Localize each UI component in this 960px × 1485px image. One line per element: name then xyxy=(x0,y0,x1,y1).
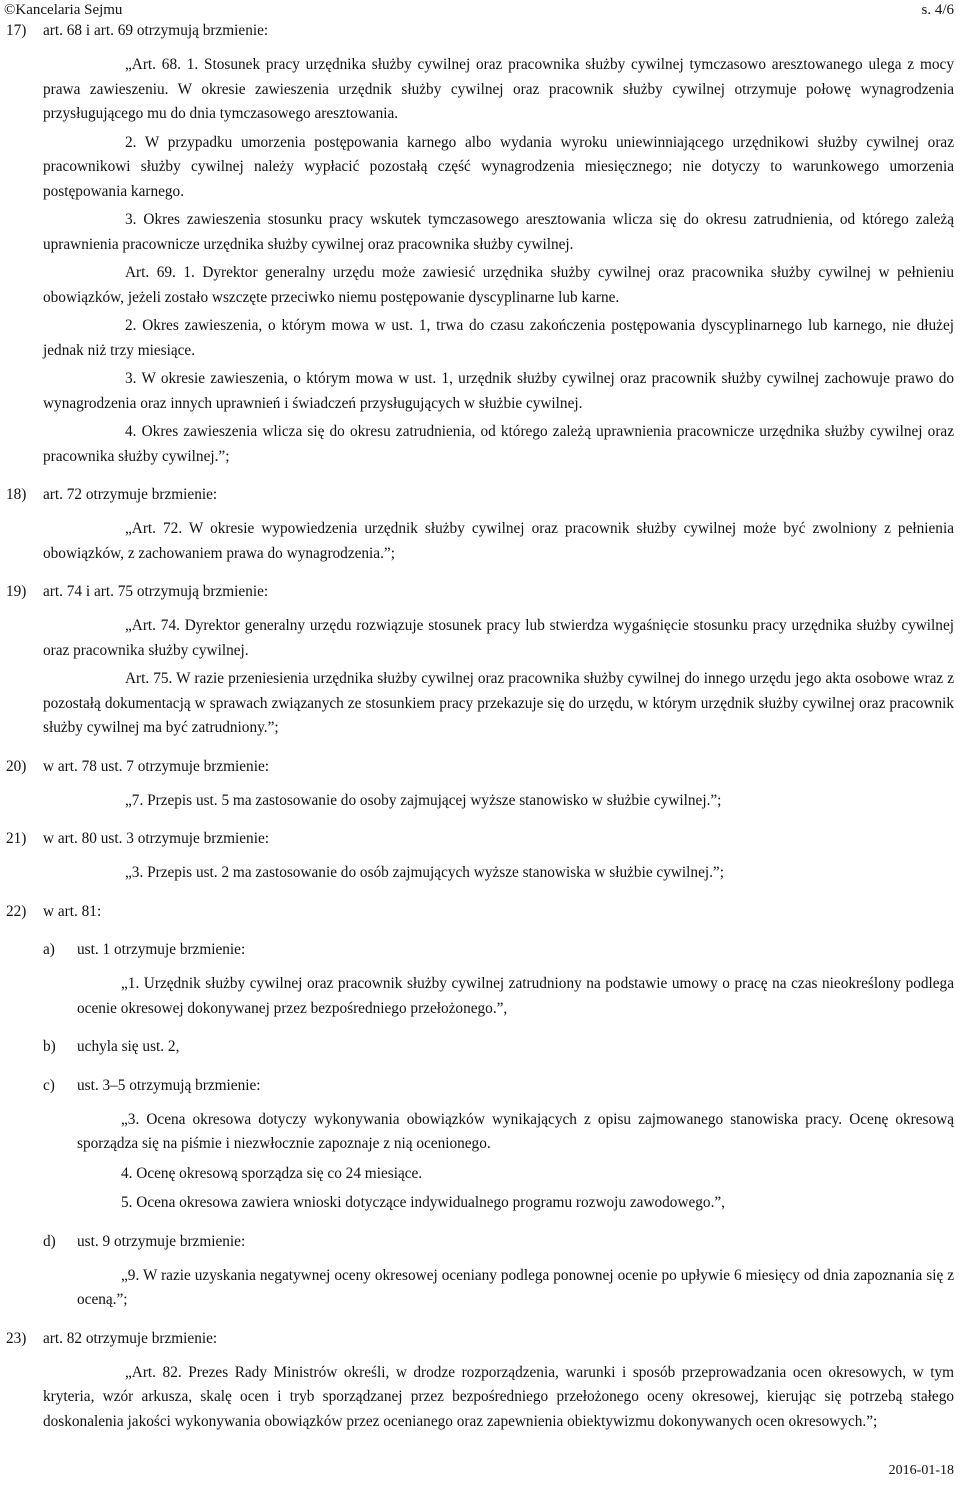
item-18-content xyxy=(43,517,954,566)
item-number: 22) xyxy=(6,902,27,920)
paragraph: „Art. 82. Prezes Rady Ministrów określi, w drodze rozporządzenia, warunki i sposób przeprowadzania ocen okresowych, w tym kryteria, wzór arkusza, skalę ocen i tryb sporządzanej przez bezpośredniego przełożonego oceny okresowej, kierując się potrzebą stałego doskonalenia jakości wykonywania obowiązków przez ocenianego oraz zapewnienia obiektywizmu dokonywanych ocen okresowych.”; xyxy=(43,1363,954,1430)
item-18 xyxy=(6,483,954,508)
footer-date: 2016-01-18 xyxy=(888,1463,954,1478)
item-intro: art. 68 i art. 69 otrzymują brzmienie: xyxy=(43,22,269,39)
paragraph: 5. Ocena okresowa zawiera wnioski dotyczące indywidualnego programu rozwoju zawodowego.”, xyxy=(121,1194,726,1211)
item-number: 20) xyxy=(6,757,27,775)
page-number: s. 4/6 xyxy=(921,2,954,18)
paragraph: „Art. 74. Dyrektor generalny urzędu rozwiązuje stosunek pracy lub stwierdza wygaśnięcie stosunku pracy urzędnika służby cywilnej oraz pracownika służby cywilnej. xyxy=(43,617,954,659)
paragraph: Art. 69. 1. Dyrektor generalny urzędu może zawiesić urzędnika służby cywilnej oraz pracownika służby cywilnej w pełnieniu obowiązków, jeżeli zostało wszczęte przeciwko niemu postępowanie dyscyplinarne lub karne. xyxy=(43,264,954,306)
subitem-a-content xyxy=(77,972,954,1021)
subitem-a xyxy=(43,938,954,963)
item-intro: art. 74 i art. 75 otrzymują brzmienie: xyxy=(43,583,269,600)
subitem-intro: ust. 3–5 otrzymują brzmienie: xyxy=(77,1076,261,1094)
paragraph: „9. W razie uzyskania negatywnej oceny okresowej oceniany podlega ponownej ocenie po upływie 6 miesięcy od dnia zapoznania się z oceną.”; xyxy=(77,1266,954,1308)
item-intro: art. 82 otrzymuje brzmienie: xyxy=(43,1329,218,1347)
subitem-label: a) xyxy=(43,941,55,958)
paragraph: „1. Urzędnik służby cywilnej oraz pracownik służby cywilnej zatrudniony na podstawie umowy o pracę na czas nieokreślony podlega ocenie okresowej dokonywanej przez bezpośredniego przełożonego.”, xyxy=(77,975,954,1017)
item-17 xyxy=(6,19,954,44)
header-source: ©Kancelaria Sejmu xyxy=(4,2,123,18)
subitem-label: c) xyxy=(43,1076,55,1094)
subitem-label: b) xyxy=(43,1038,56,1055)
item-17-content xyxy=(43,53,954,469)
paragraph: „Art. 72. W okresie wypowiedzenia urzędnik służby cywilnej oraz pracownik służby cywilnej może być zwolniony z pełnienia obowiązków, z zachowaniem prawa do wynagrodzenia.”; xyxy=(43,520,954,562)
document-body xyxy=(6,19,954,1434)
item-intro: art. 72 otrzymuje brzmienie: xyxy=(43,486,218,503)
paragraph: 3. Okres zawieszenia stosunku pracy wskutek tymczasowego aresztowania wlicza się do okresu zatrudnienia, od którego zależą uprawnienia pracownicze urzędnika służby cywilnej oraz pracownika służby cywilnej. xyxy=(43,211,954,253)
item-intro: w art. 78 ust. 7 otrzymuje brzmienie: xyxy=(43,757,269,775)
item-23-content xyxy=(43,1361,954,1435)
subitem-intro: uchyla się ust. 2, xyxy=(77,1038,180,1055)
item-number: 21) xyxy=(6,830,27,847)
subitem-c xyxy=(43,1074,954,1099)
item-20 xyxy=(6,755,954,780)
paragraph: Art. 75. W razie przeniesienia urzędnika służby cywilnej oraz pracownika służby cywilnej do innego urzędu jego akta osobowe wraz z pozostałą dokumentacją w sprawach związanych ze stosunkiem pracy przekazuje się do urzędu, w którym urzędnik służby cywilnej oraz pracownik służby cywilnej ma być zatrudniony.”; xyxy=(43,670,954,736)
item-number: 23) xyxy=(6,1329,27,1347)
item-21-content xyxy=(43,861,954,886)
subitem-intro: ust. 1 otrzymuje brzmienie: xyxy=(77,941,246,958)
item-22 xyxy=(6,900,954,925)
subitem-c-content xyxy=(77,1108,954,1216)
item-intro: w art. 80 ust. 3 otrzymuje brzmienie: xyxy=(43,830,269,847)
subitem-label: d) xyxy=(43,1232,56,1250)
item-19 xyxy=(6,580,954,605)
paragraph: 2. W przypadku umorzenia postępowania karnego albo wydania wyroku uniewinniającego urzędnikowi służby cywilnej oraz pracownikowi służby cywilnej należy wypłacić pozostałą część wynagrodzenia miesięcznego; nie dotyczy to warunkowego umorzenia postępowania karnego. xyxy=(43,133,954,200)
subitem-intro: ust. 9 otrzymuje brzmienie: xyxy=(77,1232,246,1250)
paragraph: 3. W okresie zawieszenia, o którym mowa w ust. 1, urzędnik służby cywilnej oraz pracownik służby cywilnej zachowuje prawo do wynagrodzenia oraz innych uprawnień i świadczeń przysługujących w służbie cywilnej. xyxy=(43,370,954,412)
paragraph: 4. Okres zawieszenia wlicza się do okresu zatrudnienia, od którego zależą uprawnienia pracownicze urzędnika służby cywilnej oraz pracownika służby cywilnej.”; xyxy=(43,423,954,465)
item-19-content xyxy=(43,614,954,741)
item-intro: w art. 81: xyxy=(43,902,102,920)
paragraph: „Art. 68. 1. Stosunek pracy urzędnika służby cywilnej oraz pracownika służby cywilnej tymczasowo aresztowanego ulega z mocy prawa zawieszeniu. W okresie zawieszenia urzędnik służby cywilnej oraz pracownik służby cywilnej otrzymuje połowę wynagrodzenia przysługującego mu do dnia tymczasowego aresztowania. xyxy=(43,56,954,122)
paragraph: „3. Ocena okresowa dotyczy wykonywania obowiązków wynikających z opisu zajmowanego stanowiska pracy. Ocenę okresową sporządza się na piśmie i niezwłocznie zapoznaje z nią ocenionego. xyxy=(77,1110,954,1152)
paragraph: „7. Przepis ust. 5 ma zastosowanie do osoby zajmującej wyższe stanowisko w służbie cywilnej.”; xyxy=(125,791,722,809)
paragraph: „3. Przepis ust. 2 ma zastosowanie do osób zajmujących wyższe stanowiska w służbie cywilnej.”; xyxy=(125,864,724,881)
paragraph: 2. Okres zawieszenia, o którym mowa w ust. 1, trwa do czasu zakończenia postępowania dyscyplinarnego lub karnego, nie dłużej jednak niż trzy miesiące. xyxy=(43,317,954,359)
item-23 xyxy=(6,1327,954,1352)
item-20-content xyxy=(43,789,954,814)
subitem-b xyxy=(43,1035,954,1060)
item-number: 19) xyxy=(6,583,27,600)
item-21 xyxy=(6,827,954,852)
subitem-d xyxy=(43,1230,954,1255)
page-header xyxy=(4,0,954,20)
item-number: 18) xyxy=(6,486,27,503)
subitem-d-content xyxy=(77,1264,954,1313)
item-number: 17) xyxy=(6,22,27,39)
paragraph: 4. Ocenę okresową sporządza się co 24 miesiące. xyxy=(121,1164,423,1182)
